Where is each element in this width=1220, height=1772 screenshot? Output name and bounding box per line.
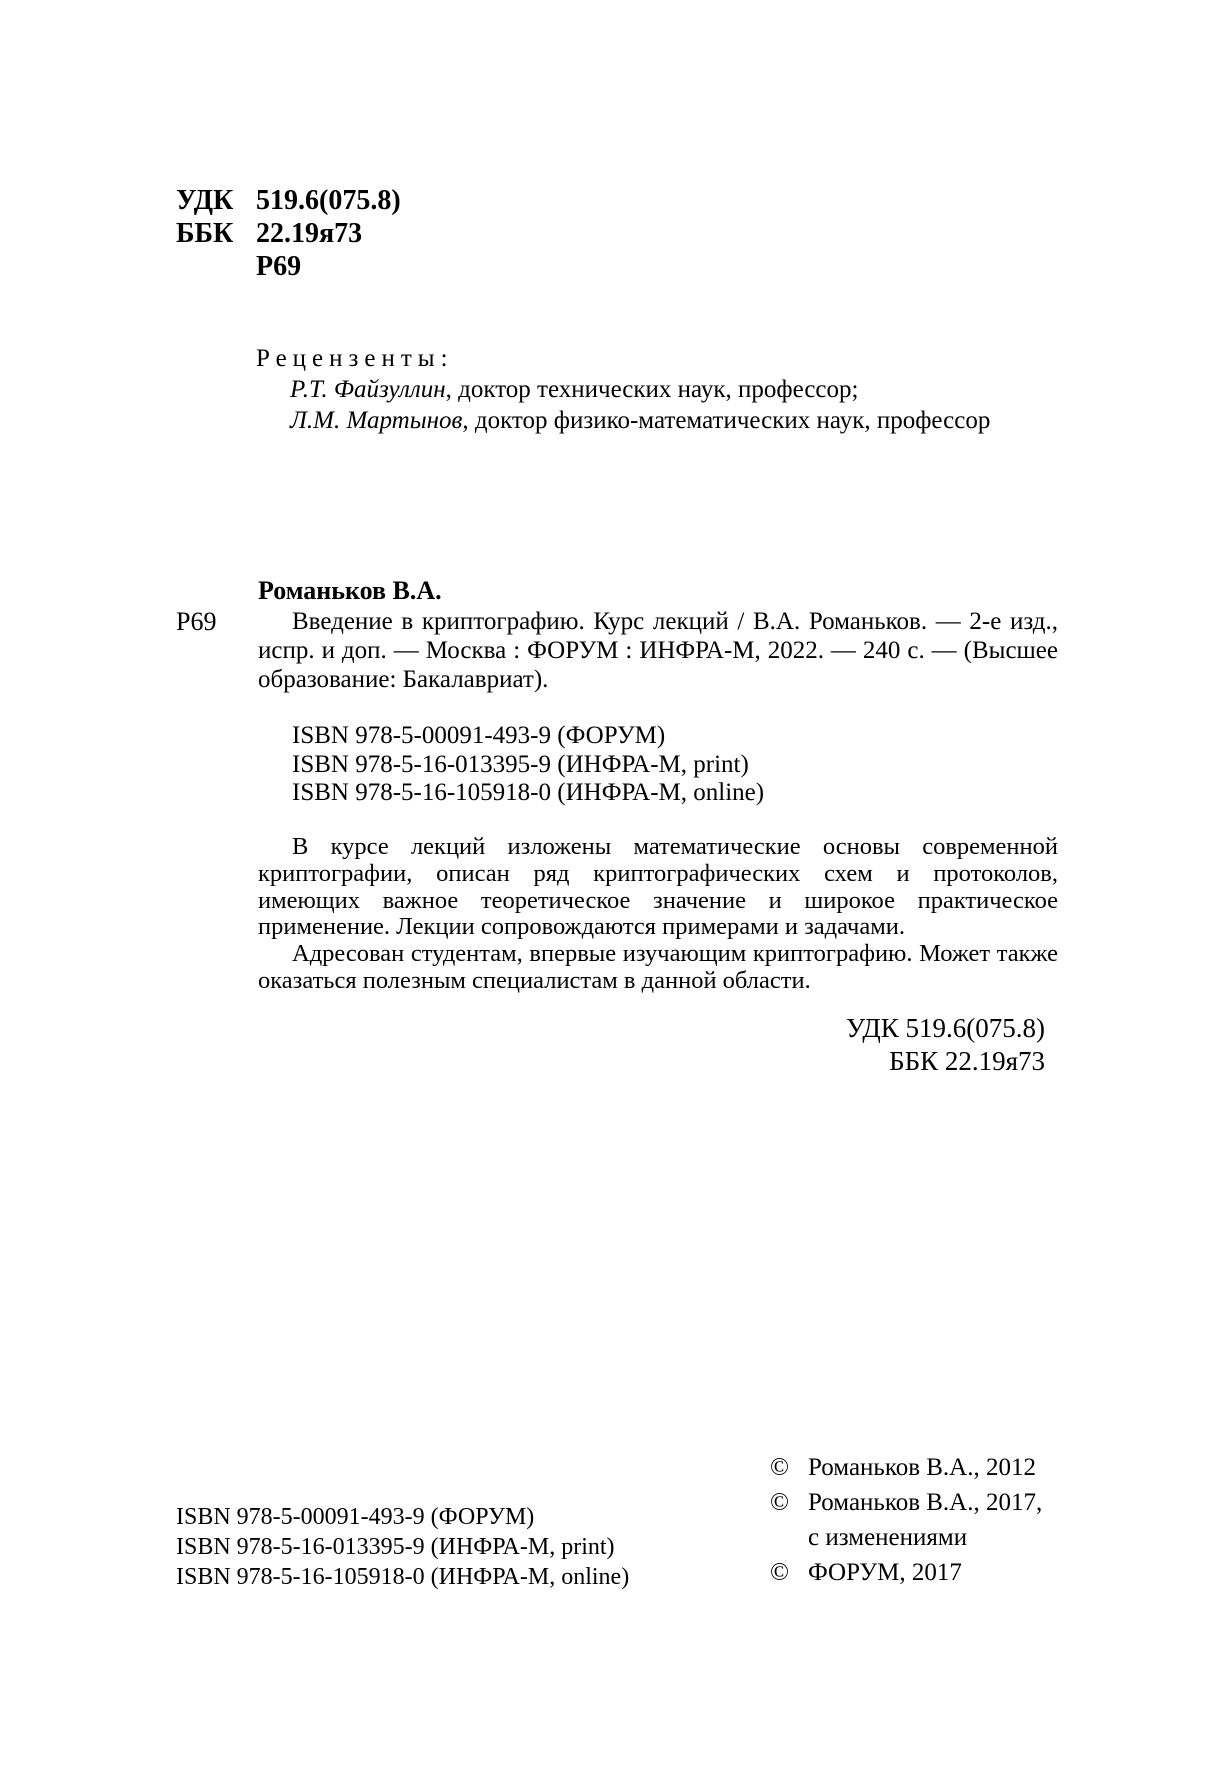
copyright-row: [770, 1485, 1042, 1520]
codes-right: [846, 1012, 1045, 1078]
reviewer-details: , доктор технических наук, профессор;: [445, 376, 859, 403]
reviewers-heading: Рецензенты:: [256, 345, 454, 372]
catalog-author-sign: Р69: [176, 607, 217, 636]
annotation-paragraph: В курсе лекций изложены математические основы современной криптографии, описан ряд криптографических схем и протоколов, имеющих важное теоретическое значение и широкое практическое применение. Лекции сопровождаются примерами и задачами.: [258, 833, 1058, 941]
isbn-item: ISBN 978-5-16-105918-0 (ИНФРА-М, online): [292, 779, 765, 806]
copyright-text: ФОРУМ, 2017: [808, 1559, 962, 1586]
copyright-symbol: ©: [770, 1489, 789, 1516]
copyright-row: [770, 1520, 1042, 1555]
udk-value: 519.6(075.8): [256, 185, 401, 216]
reviewer-item: [290, 405, 990, 436]
book-description: Введение в криптографию. Курс лекций / В.А. Романьков. — 2-е изд., испр. и доп. — Москва : ФОРУМ : ИНФРА-М, 2022. — 240 с. — (Высшее образование: Бакалавриат).: [258, 608, 1058, 693]
isbn-item: ISBN 978-5-00091-493-9 (ФОРУМ): [292, 722, 666, 749]
bbk-line: [176, 217, 401, 250]
reviewer-details: , доктор физико-математических наук, профессор: [462, 407, 991, 434]
copyright-section: [770, 1450, 1042, 1590]
udk-right: УДК 519.6(075.8): [845, 1013, 1045, 1043]
author-sign-line: [176, 250, 401, 283]
reviewer-name: Р.Т. Файзуллин: [290, 376, 446, 403]
bbk-right: ББК 22.19я73: [889, 1046, 1045, 1076]
isbn-item: ISBN 978-5-16-013395-9 (ИНФРА-М, print): [176, 1534, 615, 1560]
copyright-text: с изменениями: [808, 1524, 968, 1551]
reviewer-name: Л.М. Мартынов: [290, 407, 463, 434]
footer-isbn-list: [176, 1502, 629, 1592]
copyright-symbol: ©: [770, 1559, 789, 1586]
copyright-row: [770, 1555, 1042, 1590]
isbn-item: ISBN 978-5-16-013395-9 (ИНФРА-М, print): [292, 750, 749, 778]
top-bibliographic-codes: [176, 184, 401, 283]
copyright-symbol: ©: [770, 1454, 789, 1481]
isbn-list: [292, 722, 764, 808]
reviewers-section: [256, 343, 990, 436]
copyright-text: Романьков В.А., 2017,: [808, 1489, 1043, 1516]
copyright-text: Романьков В.А., 2012: [808, 1454, 1036, 1481]
copyright-row: [770, 1450, 1042, 1485]
isbn-item: ISBN 978-5-16-105918-0 (ИНФРА-М, online): [176, 1564, 630, 1590]
book-author: Романьков В.А.: [258, 576, 442, 605]
author-sign: Р69: [256, 251, 302, 282]
reviewer-item: [290, 374, 990, 405]
annotation: [258, 834, 1058, 995]
bbk-value: 22.19я73: [256, 218, 363, 249]
udk-line: [176, 184, 401, 217]
bbk-label: ББК: [176, 218, 234, 249]
isbn-item: ISBN 978-5-00091-493-9 (ФОРУМ): [176, 1504, 535, 1530]
annotation-paragraph: Адресован студентам, впервые изучающим криптографию. Может также оказаться полезным специалистам в данной области.: [258, 940, 1058, 994]
udk-label: УДК: [176, 185, 234, 216]
